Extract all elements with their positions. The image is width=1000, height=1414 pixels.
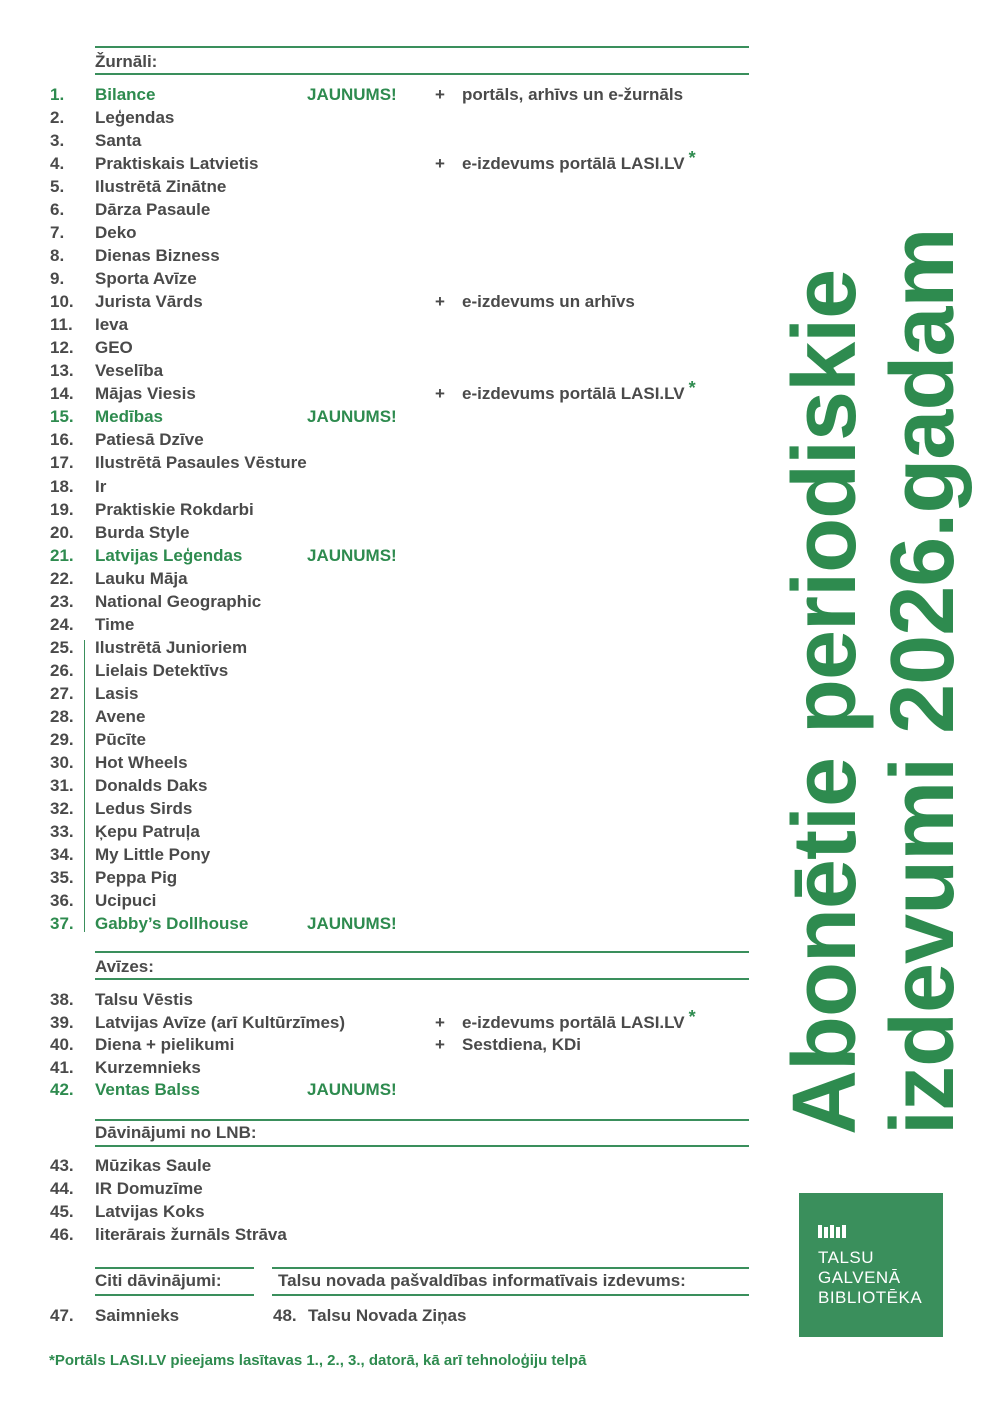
item-name: Praktiskais Latvietis	[95, 154, 259, 174]
item-number: 10.	[50, 292, 74, 312]
item-name: Praktiskie Rokdarbi	[95, 499, 254, 519]
plus-sign: +	[435, 1035, 445, 1055]
logo-text: TALSU	[818, 1248, 875, 1267]
list-item	[0, 84, 760, 106]
section-heading-magazines: Žurnāli:	[95, 52, 158, 71]
asterisk-mark: *	[688, 378, 696, 399]
new-badge: JAUNUMS!	[307, 914, 397, 934]
item-name: Latvijas Koks	[95, 1202, 205, 1221]
item-name: Medības	[95, 407, 164, 427]
plus-sign: +	[435, 1012, 445, 1032]
footnote: *Portāls LASI.LV pieejams lasītavas 1., 2., 3., datorā, kā arī tehnoloģiju telpā	[49, 1352, 587, 1369]
list-item	[0, 476, 760, 498]
item-extra: e-izdevums un arhīvs	[462, 292, 635, 312]
list-item	[0, 1006, 760, 1034]
divider	[95, 1267, 254, 1269]
item-number: 6.	[50, 200, 65, 220]
item-number: 47.	[50, 1306, 74, 1325]
list-item	[0, 798, 760, 820]
list-item	[0, 752, 760, 774]
list-item	[0, 222, 760, 244]
item-name: National Geographic	[95, 591, 262, 611]
item-number: 42.	[50, 1080, 74, 1100]
item-extra: e-izdevums portālā LASI.LV *	[462, 378, 696, 404]
divider	[95, 46, 749, 48]
item-number: 46.	[50, 1225, 74, 1244]
plus-sign: +	[435, 85, 445, 104]
logo-text: GALVENĀ	[818, 1268, 901, 1287]
item-number: 14.	[50, 384, 74, 404]
divider	[95, 1145, 749, 1147]
list-item	[0, 844, 760, 866]
item-number: 16.	[50, 430, 74, 450]
item-name: Diena + pielikumi	[95, 1035, 235, 1055]
item-number: 38.	[50, 990, 74, 1009]
item-number: 18.	[50, 476, 74, 496]
item-number: 17.	[50, 453, 74, 473]
item-name: Peppa Pig	[95, 868, 178, 888]
new-badge: JAUNUMS!	[307, 1080, 397, 1100]
item-name: Leģendas	[95, 108, 175, 128]
list-item	[0, 1224, 760, 1246]
divider	[95, 1294, 254, 1296]
item-number: 35.	[50, 868, 74, 888]
item-name: Ilustrētā Zinātne	[95, 177, 227, 197]
list-item	[0, 199, 760, 221]
vertical-rule	[84, 640, 85, 932]
list-item	[0, 378, 760, 405]
list-item	[0, 1057, 760, 1079]
item-number: 44.	[50, 1179, 74, 1198]
list-item	[0, 268, 760, 290]
item-number: 4.	[50, 154, 65, 174]
list-item	[0, 637, 760, 659]
list-item	[0, 775, 760, 797]
item-number: 21.	[50, 545, 74, 565]
list-item	[0, 291, 760, 313]
item-number: 11.	[50, 315, 73, 335]
item-number: 23.	[50, 591, 74, 611]
item-number: 36.	[50, 891, 74, 911]
list-item	[0, 337, 760, 359]
item-name: Saimnieks	[95, 1306, 180, 1325]
item-number: 29.	[50, 729, 74, 749]
list-item	[0, 1305, 760, 1327]
item-number: 48.	[273, 1306, 297, 1325]
item-number: 39.	[50, 1012, 74, 1032]
asterisk-mark: *	[688, 148, 696, 169]
list-item	[0, 360, 760, 382]
item-extra: Sestdiena, KDi	[462, 1035, 582, 1055]
item-number: 33.	[50, 821, 74, 841]
item-name: Ķepu Patruļa	[95, 821, 200, 841]
title-line-2: izdevumi 2026.gadam	[873, 228, 973, 1135]
divider	[272, 1294, 749, 1296]
item-name: Ledus Sirds	[95, 798, 193, 818]
item-number: 24.	[50, 614, 74, 634]
item-name: Hot Wheels	[95, 752, 188, 772]
item-number: 8.	[50, 246, 65, 266]
new-badge: JAUNUMS!	[307, 85, 397, 104]
list-item	[0, 452, 760, 474]
divider	[95, 1119, 749, 1121]
item-number: 1.	[50, 85, 65, 104]
item-name: Time	[95, 614, 135, 634]
list-item	[0, 107, 760, 129]
item-name: Talsu Vēstis	[95, 990, 193, 1009]
item-number: 19.	[50, 499, 74, 519]
item-number: 3.	[50, 131, 65, 151]
item-name: Burda Style	[95, 522, 190, 542]
item-name: Veselība	[95, 361, 164, 381]
new-badge: JAUNUMS!	[307, 545, 397, 565]
item-name: Ucipuci	[95, 891, 157, 911]
list-item	[0, 660, 760, 682]
item-name: Lielais Detektīvs	[95, 660, 229, 680]
item-number: 12.	[50, 338, 74, 358]
item-name: Talsu Novada Ziņas	[308, 1306, 467, 1325]
item-name: Lasis	[95, 683, 139, 703]
list-item	[0, 989, 760, 1011]
item-number: 13.	[50, 361, 74, 381]
list-item	[0, 406, 760, 428]
plus-sign: +	[435, 384, 445, 404]
divider	[95, 951, 749, 953]
list-item	[0, 148, 760, 175]
item-number: 30.	[50, 752, 74, 772]
item-extra: portāls, arhīvs un e-žurnāls	[462, 85, 684, 104]
item-name: GEO	[95, 338, 133, 358]
list-item	[0, 614, 760, 636]
item-name: Ilustrētā Pasaules Vēsture	[95, 453, 307, 473]
item-name: Santa	[95, 131, 142, 151]
item-number: 26.	[50, 660, 74, 680]
title-line-1: Abonētie periodiskie	[775, 269, 875, 1135]
item-name: Donalds Daks	[95, 775, 208, 795]
library-books-icon	[818, 1225, 846, 1238]
list-item	[0, 1201, 760, 1223]
asterisk-mark: *	[688, 1006, 696, 1027]
section-heading-lnb: Dāvinājumi no LNB:	[95, 1123, 257, 1142]
list-item	[0, 867, 760, 889]
plus-sign: +	[435, 292, 445, 312]
item-name: Lauku Māja	[95, 568, 188, 588]
plus-sign: +	[435, 154, 445, 174]
list-item	[0, 568, 760, 590]
list-item	[0, 729, 760, 751]
item-number: 27.	[50, 683, 74, 703]
list-item	[0, 890, 760, 912]
item-name: literārais žurnāls Strāva	[95, 1225, 287, 1244]
item-name: Avene	[95, 706, 146, 726]
item-name: Bilance	[95, 85, 156, 104]
item-name: Patiesā Dzīve	[95, 430, 204, 450]
item-number: 43.	[50, 1156, 74, 1175]
section-heading-municipal: Talsu novada pašvaldības informatīvais izdevums:	[278, 1271, 686, 1290]
list-item	[0, 1178, 760, 1200]
item-name: Pūcīte	[95, 729, 147, 749]
library-logo	[799, 1193, 943, 1337]
list-item	[0, 429, 760, 451]
list-item	[0, 1155, 760, 1177]
item-name: My Little Pony	[95, 844, 211, 864]
item-name: Gabby’s Dollhouse	[95, 914, 249, 934]
list-item	[0, 499, 760, 521]
item-number: 5.	[50, 177, 65, 197]
item-number: 25.	[50, 637, 74, 657]
divider	[95, 978, 749, 980]
list-item	[0, 821, 760, 843]
item-number: 34.	[50, 844, 74, 864]
item-extra: e-izdevums portālā LASI.LV *	[462, 148, 696, 174]
item-name: Deko	[95, 223, 137, 243]
list-item	[0, 1079, 760, 1101]
section-heading-other: Citi dāvinājumi:	[95, 1271, 222, 1290]
list-item	[0, 522, 760, 544]
list-item	[0, 1034, 760, 1056]
item-name: Ilustrētā Junioriem	[95, 637, 248, 657]
item-number: 20.	[50, 522, 74, 542]
item-name: Dienas Bizness	[95, 246, 220, 266]
divider	[95, 73, 749, 75]
list-item	[0, 245, 760, 267]
item-number: 45.	[50, 1202, 74, 1221]
list-item	[0, 176, 760, 198]
item-extra: e-izdevums portālā LASI.LV *	[462, 1006, 696, 1032]
item-number: 31.	[50, 775, 74, 795]
item-name: Dārza Pasaule	[95, 200, 211, 220]
item-number: 41.	[50, 1057, 74, 1077]
item-name: Latvijas Avīze (arī Kultūrzīmes)	[95, 1012, 346, 1032]
item-number: 32.	[50, 798, 74, 818]
divider	[272, 1267, 749, 1269]
item-number: 2.	[50, 108, 65, 128]
item-name: Mājas Viesis	[95, 384, 196, 404]
list-item	[0, 706, 760, 728]
item-number: 22.	[50, 568, 74, 588]
list-item	[0, 591, 760, 613]
item-name: Ir	[95, 476, 107, 496]
item-name: Sporta Avīze	[95, 269, 197, 289]
item-name: Kurzemnieks	[95, 1057, 201, 1077]
list-item	[0, 130, 760, 152]
item-name: Latvijas Leģendas	[95, 545, 243, 565]
list-item	[0, 683, 760, 705]
item-name: Mūzikas Saule	[95, 1156, 212, 1175]
section-heading-newspapers: Avīzes:	[95, 957, 154, 976]
item-number: 28.	[50, 706, 74, 726]
new-badge: JAUNUMS!	[307, 407, 397, 427]
item-number: 37.	[50, 914, 74, 934]
item-number: 9.	[50, 269, 65, 289]
item-number: 7.	[50, 223, 65, 243]
item-name: Ventas Balss	[95, 1080, 200, 1100]
list-item	[0, 314, 760, 336]
list-item	[0, 913, 760, 935]
logo-text: BIBLIOTĒKA	[818, 1288, 923, 1307]
item-number: 15.	[50, 407, 74, 427]
list-item	[0, 545, 760, 567]
item-name: IR Domuzīme	[95, 1179, 203, 1198]
item-name: Jurista Vārds	[95, 292, 203, 312]
item-name: Ieva	[95, 315, 129, 335]
item-number: 40.	[50, 1035, 74, 1055]
